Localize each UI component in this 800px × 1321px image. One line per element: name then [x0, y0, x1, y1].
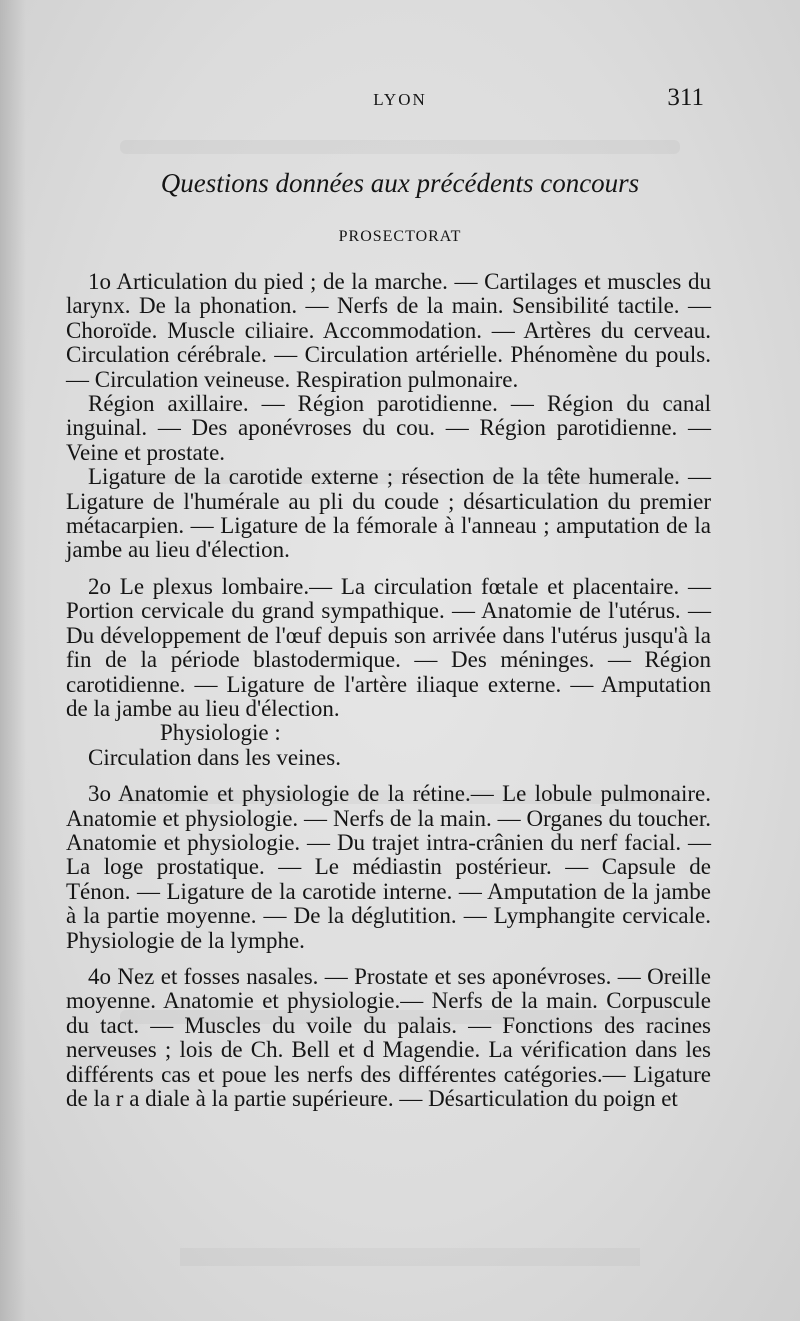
- section-subheading: PROSECTORAT: [338, 228, 462, 245]
- show-through-footer: [180, 1248, 640, 1266]
- page-body: [66, 270, 711, 1111]
- paragraph-question-4: 4o Nez et fosses nasales. — Prostate et ses aponévroses. — Oreille moyenne. Anatomie et physiologie.— Nerfs de la main. Corpuscule du tact. — Muscles du voile du palais. — Fonctions des racines nerveuses ; lois de Ch. Bell et d Magendie. La vérification dans les différents cas et poue les nerfs des différentes catégories.— Ligature de la r a diale à la partie supérieure. — Désarticulation du poign et: [66, 963, 711, 1111]
- paragraph-question-3: 3o Anatomie et physiologie de la rétine.— Le lobule pulmonaire. Anatomie et physiologie. — Nerfs de la main. — Organes du toucher. Anatomie et physiologie. — Du trajet intra-crânien du nerf facial. — La loge prostatique. — Le médiastin postérieur. — Capsule de Ténon. — Ligature de la carotide interne. — Amputation de la jambe à la partie moyenne. — De la déglutition. — Lymphangite cervicale. Physiologie de la lymphe.: [66, 781, 711, 953]
- running-head: [0, 82, 800, 116]
- paragraph-operations: Ligature de la carotide externe ; résection de la tête humerale. — Ligature de l'humérale au pli du coude ; désarticulation du premier métacarpien. — Ligature de la fémorale à l'anneau ; amputation de la jambe au lieu d'élection.: [66, 464, 711, 563]
- paragraph-question-2: 2o Le plexus lombaire.— La circulation fœtale et placentaire. — Portion cervicale du grand sympathique. — Anatomie de l'utérus. — Du développement de l'œuf depuis son arrivée dans l'utérus jusqu'à la fin de la période blastodermique. — Des méninges. — Région carotidienne. — Ligature de l'artère iliaque externe. — Amputation de la jambe au lieu d'élection.: [66, 573, 711, 721]
- paragraph-regions: Région axillaire. — Région parotidienne. — Région du canal inguinal. — Des aponévroses du cou. — Région parotidienne. — Veine et prostate.: [66, 391, 711, 465]
- physiology-label: Physiologie :: [160, 720, 281, 746]
- show-through-text: [120, 140, 680, 154]
- page-number: 311: [667, 84, 704, 111]
- paragraph-question-1: 1o Articulation du pied ; de la marche. — Cartilages et muscles du larynx. De la phonation. — Nerfs de la main. Sensibilité tactile. — Choroïde. Muscle ciliaire. Accommodation. — Artères du cerveau. Circulation cérébrale. — Circulation artérielle. Phénomène du pouls. — Circulation veineuse. Respiration pulmonaire.: [66, 269, 711, 392]
- running-title: LYON: [373, 90, 427, 109]
- paragraph-physiology: Circulation dans les veines.: [88, 744, 341, 770]
- section-heading: Questions données aux précédents concours: [160, 168, 640, 198]
